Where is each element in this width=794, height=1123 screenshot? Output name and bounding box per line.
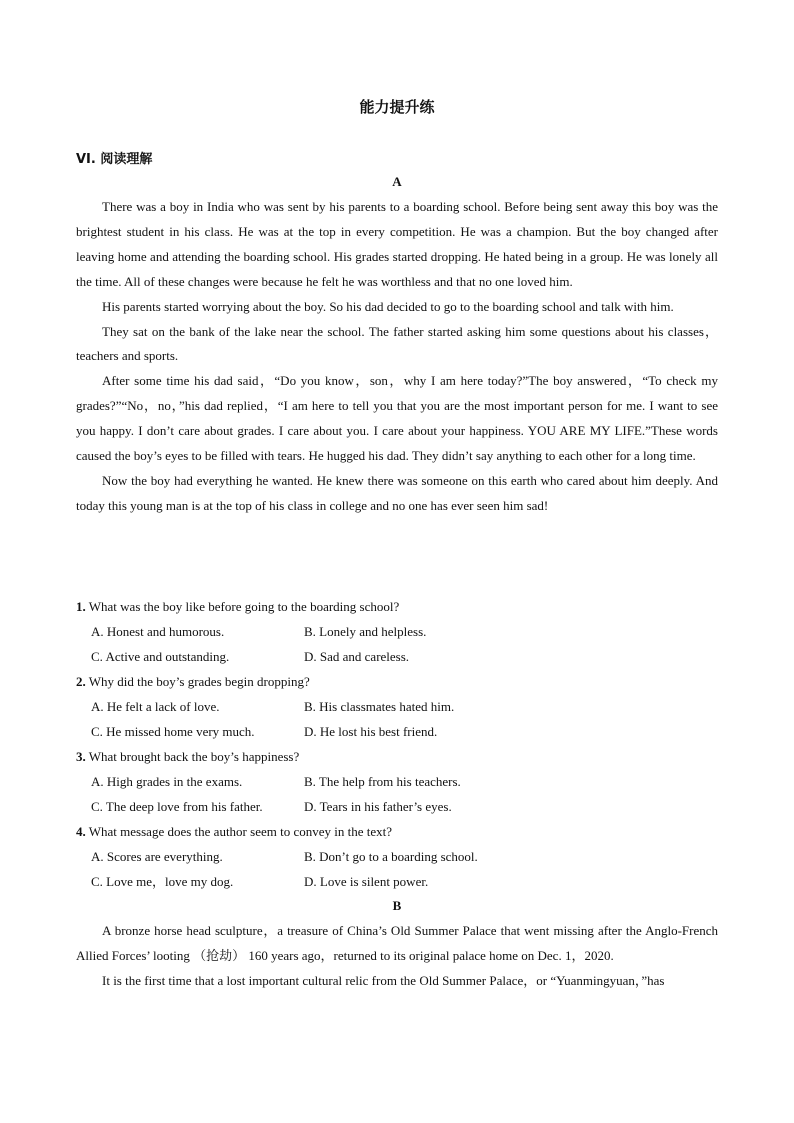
section-heading: VI. 阅读理解 (76, 152, 153, 167)
passage-a-body (76, 195, 718, 519)
paragraph: There was a boy in India who was sent by his parents to a boarding school. Before being sent away this boy was the brightest student in his class. He was at the top in every competition. He was a champion. But the boy changed after leaving home and attending the boarding school. His grades started dropping. He hated being in a group. He was lonely all the time. All of these changes were because he felt he was worthless and that no one loved him. (76, 199, 718, 289)
option-a[interactable]: A. Scores are everything. (91, 849, 223, 864)
paragraph: His parents started worrying about the boy. So his dad decided to go to the boarding school and talk with him. (102, 298, 674, 314)
option-c[interactable]: C. Love me，love my dog. (91, 874, 234, 889)
options-row (76, 619, 718, 644)
options-row (76, 644, 718, 669)
question-text: What brought back the boy’s happiness? (88, 749, 300, 764)
option-b[interactable]: B. His classmates hated him. (304, 699, 455, 714)
option-a[interactable]: A. High grades in the exams. (91, 774, 243, 789)
passage-a-label: A (392, 174, 402, 189)
question-text: What was the boy like before going to the boarding school? (88, 599, 400, 614)
options-row (76, 719, 718, 744)
question-number: 1. (76, 599, 86, 614)
passage-b-label: B (392, 898, 402, 913)
option-b[interactable]: B. The help from his teachers. (304, 774, 461, 789)
option-d[interactable]: D. Sad and careless. (304, 649, 410, 664)
option-d[interactable]: D. He lost his best friend. (304, 724, 438, 739)
options-row (76, 694, 718, 719)
question-text: What message does the author seem to convey in the text? (88, 824, 392, 839)
paragraph: A bronze horse head sculpture，a treasure of China’s Old Summer Palace that went missing after the Anglo-French Allied Forces’ looting （抢劫） 160 years ago，returned to its original palace home on Dec. 1，2020. (76, 923, 718, 963)
option-b[interactable]: B. Don’t go to a boarding school. (304, 849, 478, 864)
question-1 (76, 594, 718, 619)
question-number: 2. (76, 674, 86, 689)
question-number: 4. (76, 824, 86, 839)
paragraph: Now the boy had everything he wanted. He knew there was someone on this earth who cared about him deeply. And today this young man is at the top of his class in college and no one has ever seen him sad! (76, 472, 718, 513)
option-d[interactable]: D. Love is silent power. (304, 874, 429, 889)
option-c[interactable]: C. Active and outstanding. (91, 649, 230, 664)
paragraph: It is the first time that a lost important cultural relic from the Old Summer Palace，or “Yuanmingyuan，”has (102, 972, 665, 988)
passage-b-body (76, 919, 718, 994)
option-d[interactable]: D. Tears in his father’s eyes. (304, 799, 452, 814)
question-2 (76, 669, 718, 694)
paragraph: After some time his dad said，“Do you know，son，why I am here today?”The boy answered，“To check my grades?”“No，no，”his dad replied，“I am here to tell you that you are the most important person for me. I want to see you happy. I don’t care about grades. I care about you. I care about your happiness. YOU ARE MY LIFE.”These words caused the boy’s eyes to be filled with tears. He hugged his dad. They didn’t say anything to each other for a long time. (76, 373, 718, 464)
question-list (76, 594, 718, 894)
option-c[interactable]: C. He missed home very much. (91, 724, 255, 739)
option-a[interactable]: A. Honest and humorous. (91, 624, 225, 639)
question-text: Why did the boy’s grades begin dropping? (88, 674, 310, 689)
paragraph: They sat on the bank of the lake near the school. The father started asking him some questions about his classes，teachers and sports. (76, 323, 718, 364)
options-row (76, 769, 718, 794)
question-number: 3. (76, 749, 86, 764)
option-a[interactable]: A. He felt a lack of love. (91, 699, 220, 714)
options-row (76, 869, 718, 894)
option-c[interactable]: C. The deep love from his father. (91, 799, 263, 814)
option-b[interactable]: B. Lonely and helpless. (304, 624, 427, 639)
page-title: 能力提升练 (359, 98, 435, 116)
question-3 (76, 744, 718, 769)
question-4 (76, 819, 718, 844)
options-row (76, 794, 718, 819)
options-row (76, 844, 718, 869)
